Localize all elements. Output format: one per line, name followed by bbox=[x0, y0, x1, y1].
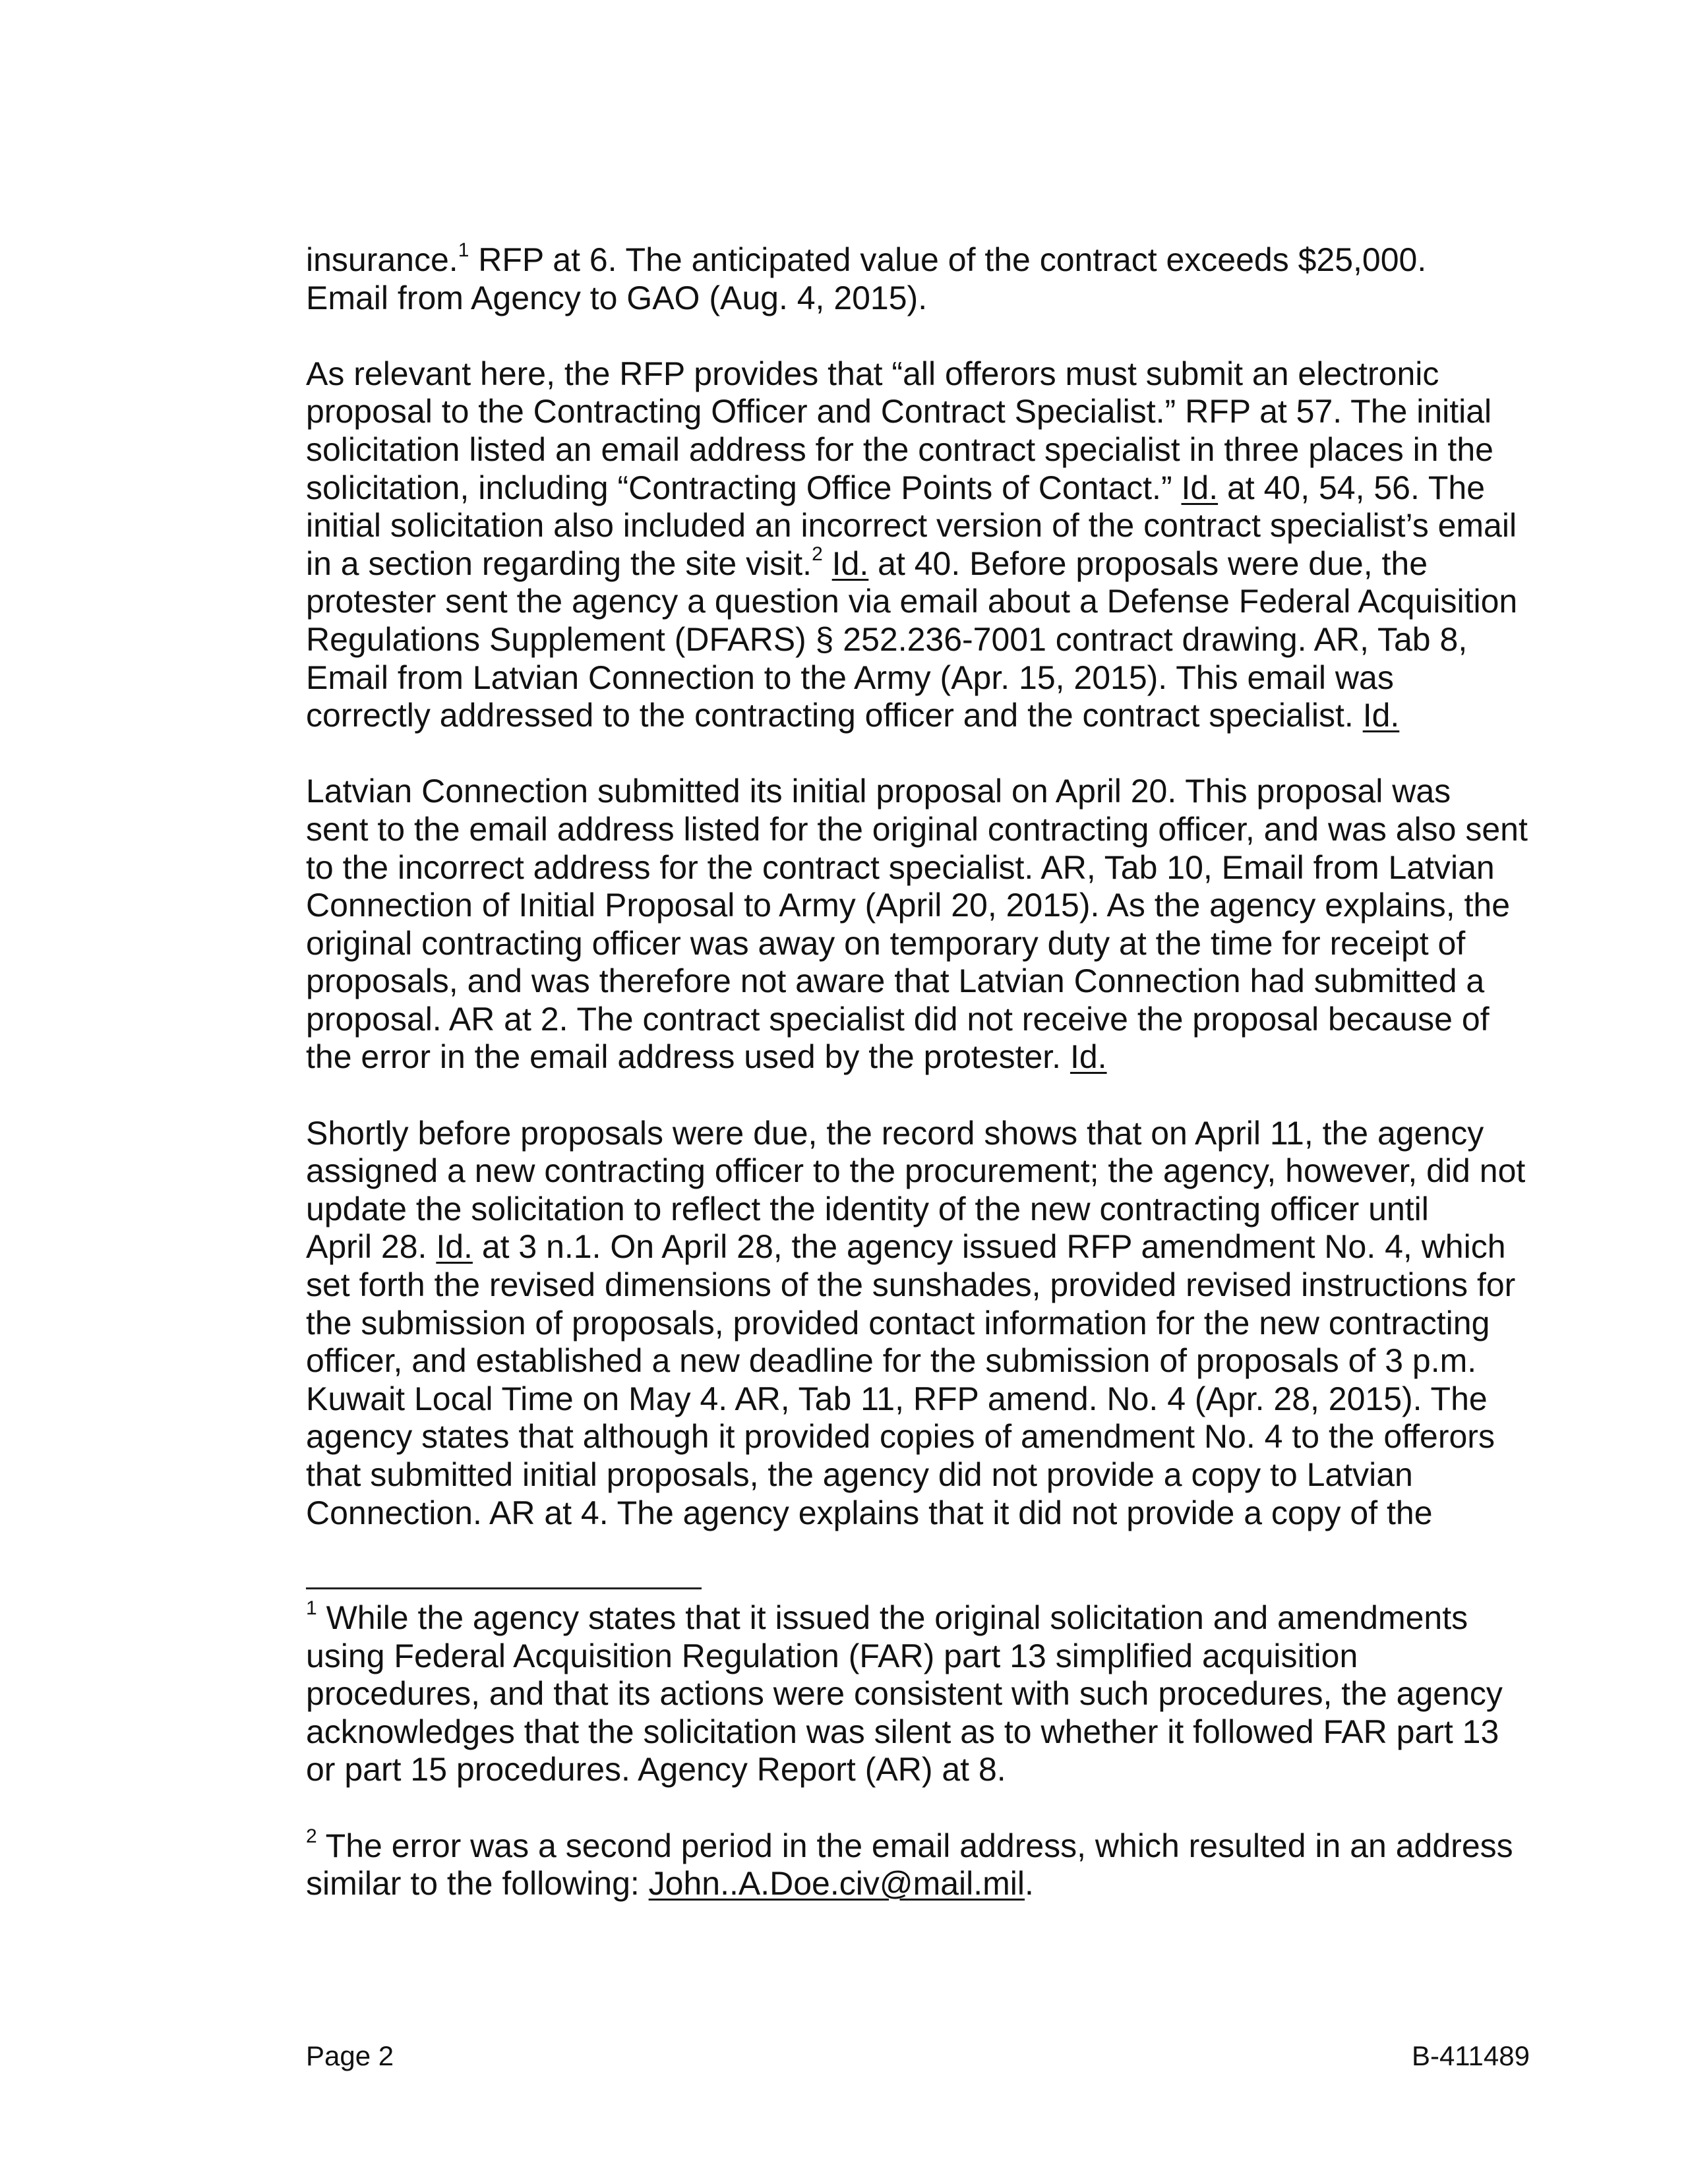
text-line: Kuwait Local Time on May 4. AR, Tab 11, RFP amend. No. 4 (Apr. 28, 2015). The bbox=[306, 1380, 1488, 1417]
text-line bbox=[306, 241, 1539, 280]
text-line: procedures, and that its actions were consistent with such procedures, the agency bbox=[306, 1675, 1503, 1713]
text-line: Latvian Connection submitted its initial proposal on April 20. This proposal was bbox=[306, 773, 1451, 810]
text-line: sent to the email address listed for the original contracting officer, and was also sent bbox=[306, 810, 1528, 848]
text-line: agency states that although it provided copies of amendment No. 4 to the offerors bbox=[306, 1418, 1495, 1456]
text-line bbox=[306, 1038, 1539, 1077]
document-number: B-411489 bbox=[1411, 2040, 1530, 2071]
citation-id: Id. bbox=[831, 545, 869, 582]
text-line: solicitation listed an email address for the contract specialist in three places in the bbox=[306, 430, 1493, 468]
text-line: original contracting officer was away on temporary duty at the time for receipt of bbox=[306, 924, 1466, 962]
citation-id: Id. bbox=[436, 1228, 473, 1266]
text-segment: at 40. Before proposals were due, the bbox=[868, 545, 1428, 582]
text-line: proposal. AR at 2. The contract specialist did not receive the proposal because of bbox=[306, 1000, 1490, 1038]
text-segment: at 40, 54, 56. The bbox=[1218, 469, 1486, 506]
text-line: the submission of proposals, provided contact information for the new contracting bbox=[306, 1304, 1490, 1342]
text-line: proposal to the Contracting Officer and Contract Specialist.” RFP at 57. The initial bbox=[306, 393, 1492, 430]
text-segment: RFP at 6. The anticipated value of the contract exceeds $25,000. bbox=[469, 241, 1427, 278]
text-line: using Federal Acquisition Regulation (FAR) part 13 simplified acquisition bbox=[306, 1637, 1358, 1674]
page-number: Page 2 bbox=[306, 2040, 394, 2071]
text-segment: The error was a second period in the email address, which resulted in an address bbox=[316, 1827, 1513, 1864]
text-line bbox=[306, 697, 1539, 735]
text-line: protester sent the agency a question via email about a Defense Federal Acquisition bbox=[306, 583, 1518, 620]
text-segment: the error in the email address used by the protester. bbox=[306, 1038, 1070, 1076]
text-line: Shortly before proposals were due, the record shows that on April 11, the agency bbox=[306, 1114, 1484, 1152]
paragraph bbox=[306, 1115, 1539, 1533]
text-line: proposals, and was therefore not aware that Latvian Connection had submitted a bbox=[306, 962, 1485, 1000]
text-line bbox=[306, 469, 1539, 508]
citation-id: Id. bbox=[1181, 469, 1219, 506]
text-segment: . bbox=[1025, 1865, 1034, 1903]
text-line: officer, and established a new deadline for the submission of proposals of 3 p.m. bbox=[306, 1342, 1477, 1380]
paragraph bbox=[306, 773, 1539, 1077]
footnote-1 bbox=[306, 1599, 1539, 1789]
text-line: to the incorrect address for the contract specialist. AR, Tab 10, Email from Latvian bbox=[306, 848, 1495, 886]
citation-id: Id. bbox=[1070, 1038, 1107, 1076]
text-segment: solicitation, including “Contracting Office Points of Contact.” bbox=[306, 469, 1182, 506]
footnote-ref-1[interactable]: 1 bbox=[458, 239, 469, 261]
text-segment: April 28. bbox=[306, 1228, 437, 1266]
citation-id: Id. bbox=[1362, 697, 1400, 734]
text-segment: similar to the following: bbox=[306, 1865, 649, 1903]
text-line bbox=[306, 1228, 1539, 1266]
text-line bbox=[306, 545, 1539, 583]
footnote-marker: 1 bbox=[306, 1597, 317, 1619]
text-segment: While the agency states that it issued the original solicitation and amendments bbox=[316, 1599, 1468, 1636]
text-line: that submitted initial proposals, the agency did not provide a copy to Latvian bbox=[306, 1456, 1413, 1493]
email-address-link[interactable]: John..A.Doe.civ@mail.mil bbox=[648, 1865, 1025, 1903]
footnote-ref-2[interactable]: 2 bbox=[812, 543, 823, 565]
text-segment: at 3 n.1. On April 28, the agency issued RFP amendment No. 4, which bbox=[472, 1228, 1506, 1266]
body-text bbox=[306, 241, 1539, 1570]
footnote-2 bbox=[306, 1827, 1539, 1903]
text-segment: in a section regarding the site visit. bbox=[306, 545, 812, 582]
text-segment: correctly addressed to the contracting officer and the contract specialist. bbox=[306, 697, 1363, 734]
paragraph bbox=[306, 355, 1539, 735]
text-line: As relevant here, the RFP provides that “all offerors must submit an electronic bbox=[306, 355, 1439, 392]
text-line: Connection of Initial Proposal to Army (April 20, 2015). As the agency explains, the bbox=[306, 887, 1511, 924]
footnotes bbox=[306, 1599, 1539, 1941]
text-line: acknowledges that the solicitation was silent as to whether it followed FAR part 13 bbox=[306, 1713, 1499, 1750]
footnote-separator bbox=[306, 1587, 702, 1589]
text-line: Email from Latvian Connection to the Army (Apr. 15, 2015). This email was bbox=[306, 659, 1394, 696]
text-line bbox=[306, 1827, 1539, 1866]
footnote-marker: 2 bbox=[306, 1825, 317, 1847]
text-segment: insurance. bbox=[306, 241, 458, 278]
text-segment bbox=[823, 545, 832, 582]
text-line: set forth the revised dimensions of the sunshades, provided revised instructions for bbox=[306, 1266, 1516, 1304]
text-line bbox=[306, 1865, 1539, 1903]
text-line: update the solicitation to reflect the identity of the new contracting officer until bbox=[306, 1190, 1429, 1227]
paragraph bbox=[306, 241, 1539, 317]
text-line: Email from Agency to GAO (Aug. 4, 2015). bbox=[306, 279, 928, 316]
text-line: Connection. AR at 4. The agency explains that it did not provide a copy of the bbox=[306, 1494, 1433, 1531]
text-line: Regulations Supplement (DFARS) § 252.236-7001 contract drawing. AR, Tab 8, bbox=[306, 620, 1468, 658]
text-line: assigned a new contracting officer to the procurement; the agency, however, did not bbox=[306, 1152, 1526, 1190]
text-line: or part 15 procedures. Agency Report (AR) at 8. bbox=[306, 1751, 1006, 1788]
text-line bbox=[306, 1599, 1539, 1638]
text-line: initial solicitation also included an incorrect version of the contract specialist’s email bbox=[306, 507, 1517, 545]
